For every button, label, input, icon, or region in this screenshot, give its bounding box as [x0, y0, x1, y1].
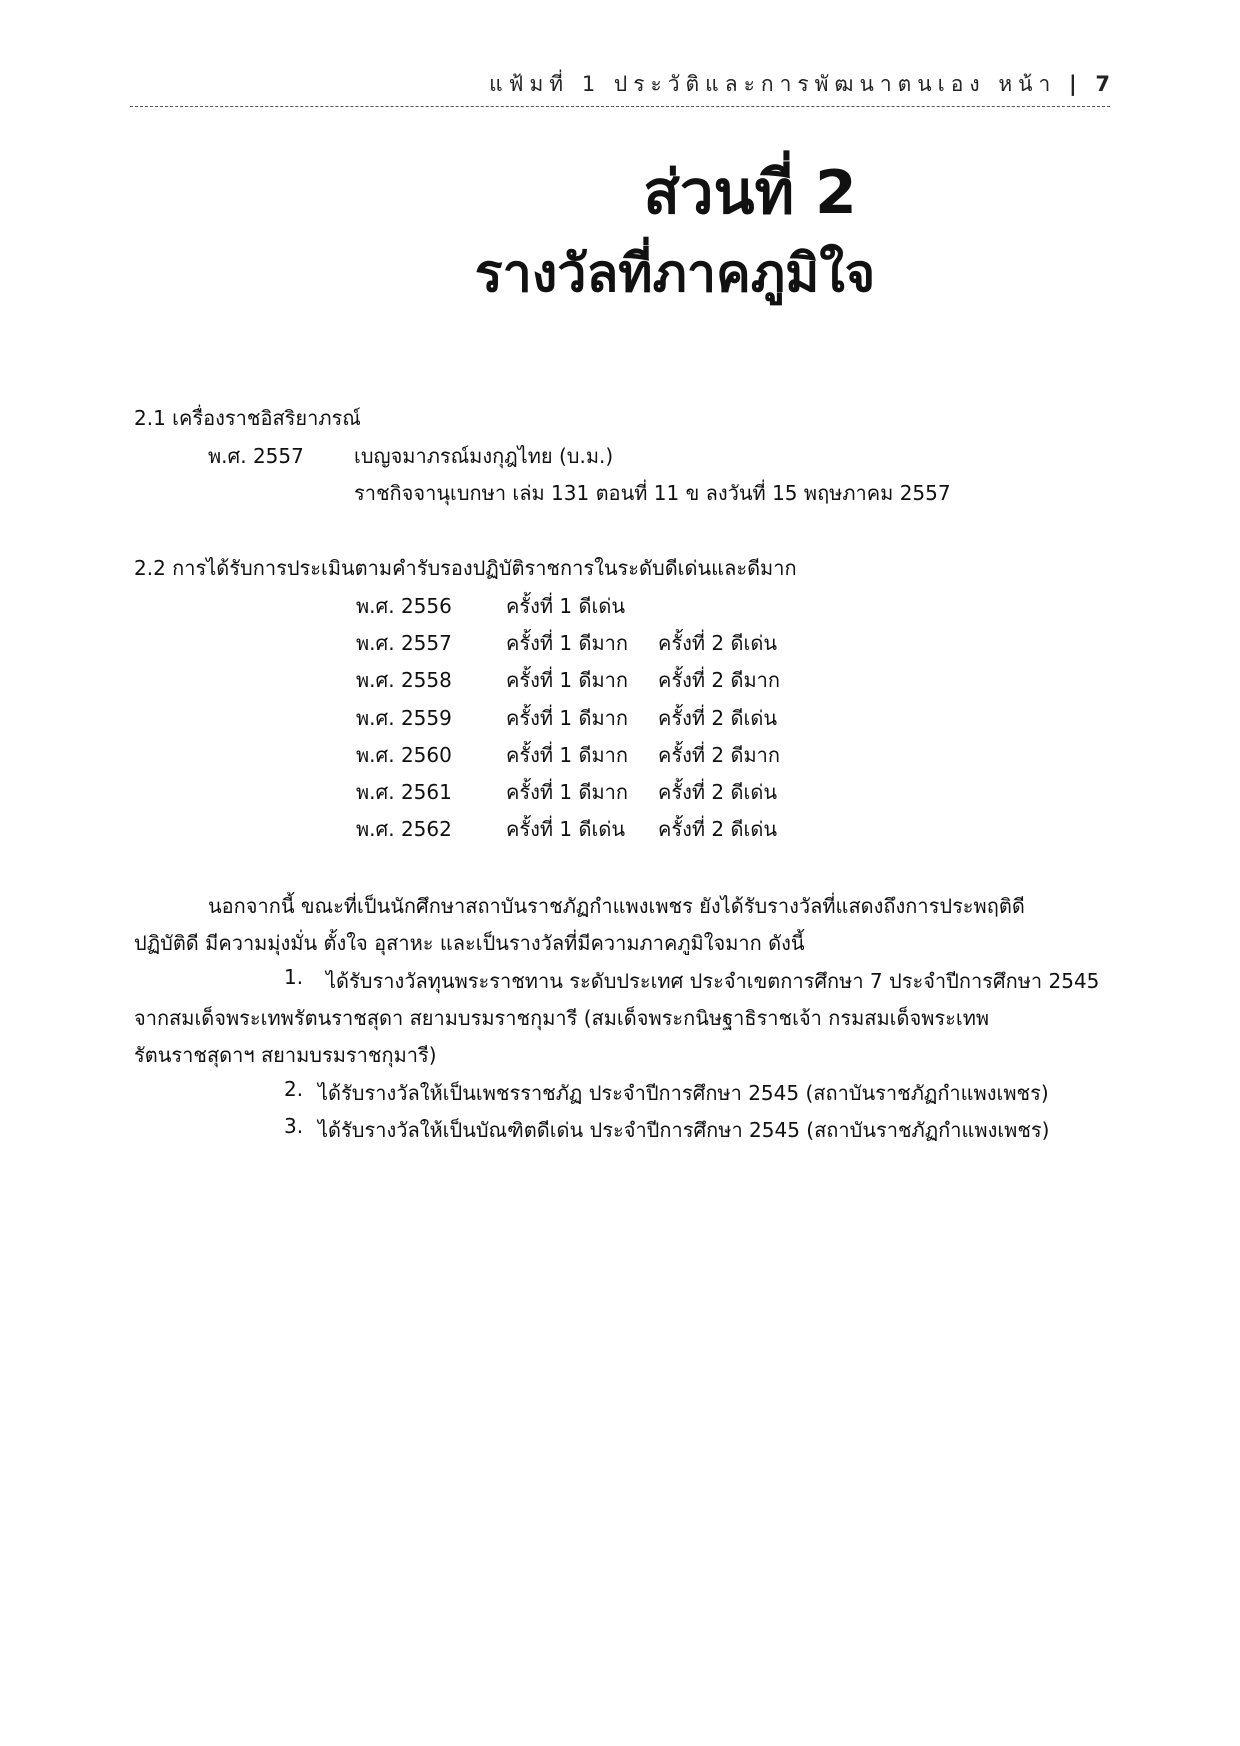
section-2-1-heading: 2.1 เครื่องราชอิสริยาภรณ์	[134, 406, 361, 430]
award-gazette-reference: ราชกิจจานุเบกษา เล่ม 131 ตอนที่ 11 ข ลงวันที่ 15 พฤษภาคม 2557	[354, 481, 951, 505]
title-block	[0, 150, 1240, 312]
list-item-3-number: 3.	[284, 1114, 304, 1138]
evaluation-row	[0, 739, 1240, 769]
evaluation-year: พ.ศ. 2562	[356, 817, 452, 841]
list-item-1-line-3: รัตนราชสุดาฯ สยามบรมราชกุมารี)	[134, 1043, 437, 1067]
evaluation-round-1: ครั้งที่ 1 ดีมาก	[506, 631, 629, 655]
running-header	[489, 68, 1110, 101]
evaluation-round-2: ครั้งที่ 2 ดีเด่น	[658, 631, 777, 655]
running-header-separator: |	[1069, 72, 1077, 96]
evaluation-row	[0, 702, 1240, 732]
evaluation-round-1: ครั้งที่ 1 ดีมาก	[506, 743, 629, 767]
evaluation-year: พ.ศ. 2558	[356, 668, 452, 692]
evaluation-row	[0, 664, 1240, 694]
list-item-3-text: ได้รับรางวัลให้เป็นบัณฑิตดีเด่น ประจำปีการศึกษา 2545 (สถาบันราชภัฏกำแพงเพชร)	[318, 1118, 1050, 1142]
header-divider	[130, 106, 1110, 107]
part-title: ส่วนที่ 2	[643, 158, 857, 228]
evaluation-round-1: ครั้งที่ 1 ดีเด่น	[506, 817, 625, 841]
award-name: เบญจมาภรณ์มงกุฎไทย (บ.ม.)	[354, 444, 614, 468]
evaluation-round-2: ครั้งที่ 2 ดีเด่น	[658, 706, 777, 730]
evaluation-round-1: ครั้งที่ 1 ดีมาก	[506, 780, 629, 804]
list-item-1-line-1: ได้รับรางวัลทุนพระราชทาน ระดับประเทศ ประจำเขตการศึกษา 7 ประจำปีการศึกษา 2545	[326, 969, 1100, 993]
section-2-1-award-row	[0, 440, 1240, 470]
list-item-1-number: 1.	[284, 965, 304, 989]
section-2-2-heading: 2.2 การได้รับการประเมินตามคำรับรองปฏิบัติราชการในระดับดีเด่นและดีมาก	[134, 556, 797, 580]
evaluation-round-1: ครั้งที่ 1 ดีมาก	[506, 706, 629, 730]
running-header-title: แฟ้มที่ 1 ประวัติและการพัฒนาตนเอง หน้า	[489, 72, 1057, 96]
evaluation-year: พ.ศ. 2560	[356, 743, 452, 767]
evaluation-row	[0, 590, 1240, 620]
evaluation-round-1: ครั้งที่ 1 ดีมาก	[506, 668, 629, 692]
evaluation-round-2: ครั้งที่ 2 ดีเด่น	[658, 817, 777, 841]
list-item-1-line-2: จากสมเด็จพระเทพรัตนราชสุดา สยามบรมราชกุมารี (สมเด็จพระกนิษฐาธิราชเจ้า กรมสมเด็จพระเทพ	[134, 1006, 990, 1030]
evaluation-row	[0, 813, 1240, 843]
section-title: รางวัลที่ภาคภูมิใจ	[474, 244, 876, 304]
evaluation-round-1: ครั้งที่ 1 ดีเด่น	[506, 594, 625, 618]
evaluation-year: พ.ศ. 2561	[356, 780, 452, 804]
evaluation-year: พ.ศ. 2556	[356, 594, 452, 618]
list-item-2-number: 2.	[284, 1077, 304, 1101]
evaluation-row	[0, 776, 1240, 806]
award-year: พ.ศ. 2557	[208, 444, 304, 468]
additional-intro-line-1: นอกจากนี้ ขณะที่เป็นนักศึกษาสถาบันราชภัฏกำแพงเพชร ยังได้รับรางวัลที่แสดงถึงการประพฤติดี	[208, 894, 1025, 918]
list-item-2-text: ได้รับรางวัลให้เป็นเพชรราชภัฏ ประจำปีการศึกษา 2545 (สถาบันราชภัฏกำแพงเพชร)	[318, 1081, 1049, 1105]
evaluation-year: พ.ศ. 2557	[356, 631, 452, 655]
evaluation-row	[0, 627, 1240, 657]
page-number: 7	[1095, 72, 1110, 96]
evaluation-round-2: ครั้งที่ 2 ดีเด่น	[658, 780, 777, 804]
evaluation-round-2: ครั้งที่ 2 ดีมาก	[658, 743, 781, 767]
evaluation-round-2: ครั้งที่ 2 ดีมาก	[658, 668, 781, 692]
additional-intro-line-2: ปฏิบัติดี มีความมุ่งมั่น ตั้งใจ อุสาหะ และเป็นรางวัลที่มีความภาคภูมิใจมาก ดังนี้	[134, 931, 805, 955]
evaluation-year: พ.ศ. 2559	[356, 706, 452, 730]
